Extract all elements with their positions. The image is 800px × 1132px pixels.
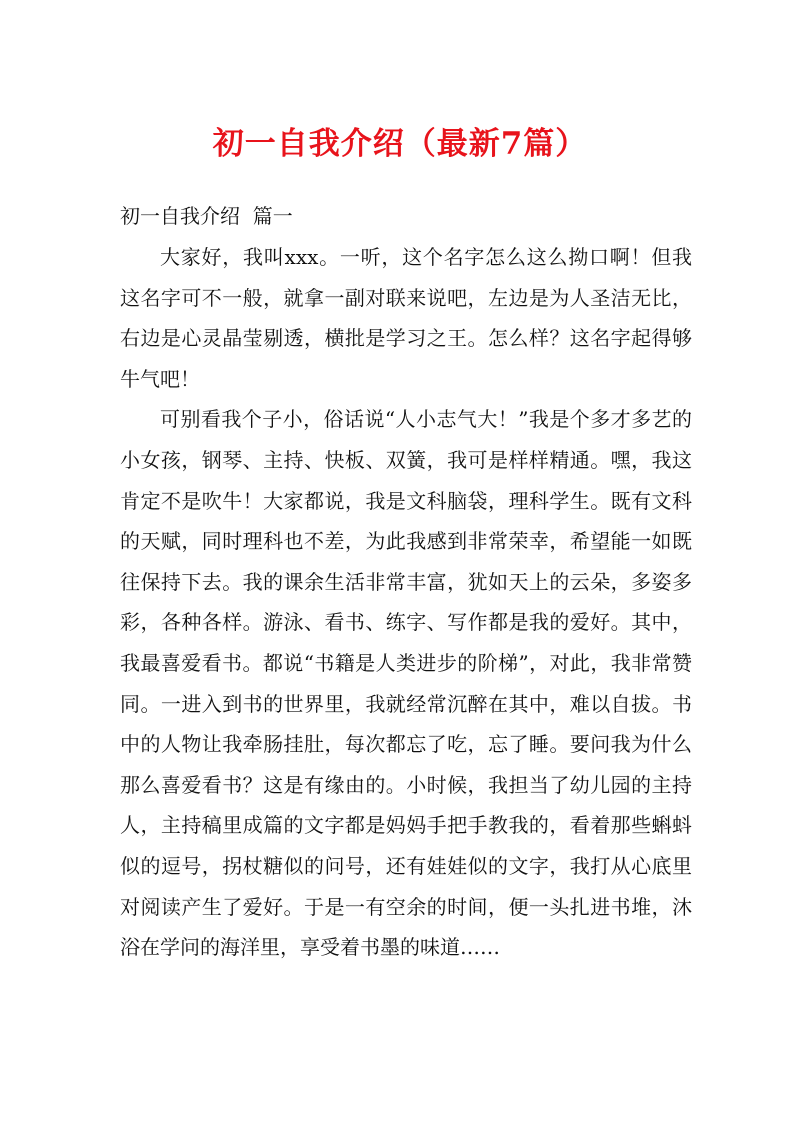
paragraph-1: 大家好，我叫xxx。一听，这个名字怎么这么拗口啊！但我这名字可不一般，就拿一副对联来说吧，左边是为人圣洁无比，右边是心灵晶莹剔透，横批是学习之王。怎么样？这名字起得够牛气吧！ [120,245,692,391]
body-text [120,237,692,968]
section-heading: 初一自我介绍 篇一 [120,204,293,228]
document-title: 初一自我介绍（最新7篇） [212,126,588,162]
paragraph-2: 可别看我个子小，俗话说“人小志气大！”我是个多才多艺的小女孩，钢琴、主持、快板、双簧，我可是样样精通。嘿，我这肯定不是吹牛！大家都说，我是文科脑袋，理科学生。既有文科的天赋，同时理科也不差，为此我感到非常荣幸，希望能一如既往保持下去。我的课余生活非常丰富，犹如天上的云朵，多姿多彩，各种各样。游泳、看书、练字、写作都是我的爱好。其中，我最喜爱看书。都说“书籍是人类进步的阶梯”，对此，我非常赞同。一进入到书的世界里，我就经常沉醉在其中，难以自拔。书中的人物让我牵肠挂肚，每次都忘了吃，忘了睡。要问我为什么那么喜爱看书？这是有缘由的。小时候，我担当了幼儿园的主持人，主持稿里成篇的文字都是妈妈手把手教我的，看着那些蝌蚪似的逗号，拐杖糖似的问号，还有娃娃似的文字，我打从心底里对阅读产生了爱好。于是一有空余的时间，便一头扎进书堆，沐浴在学问的海洋里，享受着书墨的味道…… [120,407,692,960]
